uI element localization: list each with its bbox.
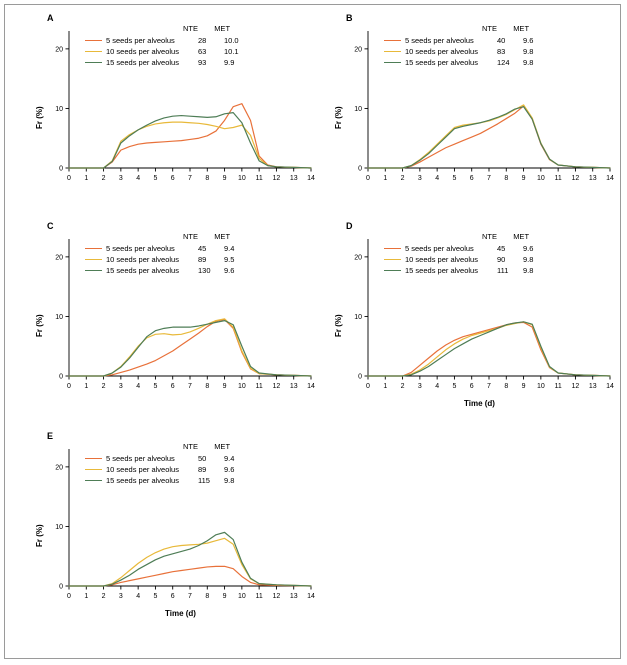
legend-nte: 93 [198, 58, 207, 67]
legend-met: 9.8 [523, 58, 534, 67]
legend-label: 10 seeds per alveolus [405, 255, 478, 264]
svg-text:3: 3 [118, 175, 123, 182]
legend-met: 10.0 [224, 36, 239, 45]
panel-b [332, 11, 617, 201]
svg-text:12: 12 [272, 175, 281, 182]
panel-a-ylabel: Fr (%) [35, 106, 44, 129]
legend-nte: 89 [198, 255, 207, 264]
svg-text:13: 13 [289, 383, 298, 390]
legend-label: 10 seeds per alveolus [106, 255, 179, 264]
svg-text:3: 3 [417, 383, 422, 390]
svg-text:10: 10 [354, 106, 362, 114]
svg-text:10: 10 [237, 175, 246, 182]
legend-nte: 130 [198, 266, 211, 275]
legend-met: 10.1 [224, 47, 239, 56]
svg-text:12: 12 [571, 383, 580, 390]
svg-text:0: 0 [358, 165, 362, 173]
legend-nte: 89 [198, 465, 207, 474]
svg-text:14: 14 [307, 175, 315, 182]
panel-e-plot [43, 441, 318, 616]
svg-text:1: 1 [383, 383, 388, 390]
svg-text:20: 20 [354, 254, 362, 262]
legend-met: 9.8 [523, 47, 534, 56]
svg-text:10: 10 [237, 383, 246, 390]
svg-text:8: 8 [205, 383, 210, 390]
panel-a-plot [43, 23, 318, 198]
legend-header-nte: NTE [183, 442, 198, 451]
svg-text:4: 4 [435, 383, 440, 390]
svg-text:3: 3 [118, 383, 123, 390]
panel-d [332, 219, 617, 419]
svg-text:10: 10 [237, 593, 246, 600]
svg-text:13: 13 [289, 175, 298, 182]
svg-text:11: 11 [554, 175, 562, 182]
svg-text:4: 4 [435, 175, 440, 182]
legend-met: 9.9 [224, 58, 235, 67]
panel-letter-e: E [47, 431, 54, 441]
svg-text:11: 11 [255, 383, 263, 390]
panel-letter-c: C [47, 221, 54, 231]
svg-text:4: 4 [136, 593, 141, 600]
legend-header-nte: NTE [183, 232, 198, 241]
svg-text:5: 5 [153, 383, 158, 390]
svg-text:1: 1 [84, 175, 89, 182]
panel-e [33, 429, 318, 629]
legend-met: 9.8 [523, 266, 534, 275]
svg-text:14: 14 [307, 383, 315, 390]
svg-text:0: 0 [59, 165, 63, 173]
svg-text:8: 8 [504, 175, 509, 182]
svg-text:0: 0 [67, 175, 71, 182]
panel-d-ylabel: Fr (%) [334, 314, 343, 337]
svg-text:10: 10 [55, 314, 63, 322]
legend-met: 9.6 [523, 244, 534, 253]
svg-text:1: 1 [383, 175, 388, 182]
svg-text:2: 2 [101, 383, 106, 390]
svg-text:5: 5 [452, 175, 457, 182]
panel-c-svg [43, 231, 318, 406]
legend-label: 5 seeds per alveolus [405, 36, 474, 45]
svg-text:13: 13 [289, 593, 298, 600]
svg-text:1: 1 [84, 383, 89, 390]
svg-text:4: 4 [136, 383, 141, 390]
legend-nte: 28 [198, 36, 207, 45]
svg-text:10: 10 [55, 524, 63, 532]
svg-text:14: 14 [606, 175, 614, 182]
legend-header-met: MET [214, 232, 231, 241]
svg-text:12: 12 [272, 383, 281, 390]
legend-met: 9.6 [523, 36, 534, 45]
panel-c-plot [43, 231, 318, 406]
svg-text:13: 13 [588, 383, 597, 390]
legend-label: 10 seeds per alveolus [106, 47, 179, 56]
panel-c [33, 219, 318, 409]
svg-text:20: 20 [354, 46, 362, 54]
svg-text:10: 10 [536, 175, 545, 182]
panel-a-svg [43, 23, 318, 198]
svg-text:9: 9 [222, 593, 227, 600]
svg-text:5: 5 [452, 383, 457, 390]
svg-text:6: 6 [469, 383, 474, 390]
panel-b-svg [342, 23, 617, 198]
svg-text:7: 7 [188, 383, 192, 390]
legend-header-nte: NTE [482, 232, 497, 241]
svg-text:2: 2 [101, 175, 106, 182]
legend-header-met: MET [513, 24, 530, 33]
legend-met: 9.5 [224, 255, 235, 264]
svg-text:5: 5 [153, 593, 158, 600]
svg-text:0: 0 [67, 383, 71, 390]
legend-met: 9.8 [224, 476, 235, 485]
svg-text:0: 0 [67, 593, 71, 600]
legend-nte: 83 [497, 47, 506, 56]
legend-header-met: MET [214, 442, 231, 451]
svg-text:7: 7 [487, 175, 491, 182]
svg-text:9: 9 [222, 383, 227, 390]
svg-text:1: 1 [84, 593, 89, 600]
panel-a [33, 11, 318, 201]
svg-text:3: 3 [417, 175, 422, 182]
svg-text:10: 10 [55, 106, 63, 114]
svg-text:4: 4 [136, 175, 141, 182]
legend-label: 15 seeds per alveolus [405, 266, 478, 275]
panel-c-ylabel: Fr (%) [35, 314, 44, 337]
svg-text:7: 7 [188, 175, 192, 182]
svg-text:6: 6 [170, 383, 175, 390]
legend-nte: 50 [198, 454, 207, 463]
svg-text:2: 2 [400, 383, 405, 390]
svg-text:2: 2 [101, 593, 106, 600]
svg-text:11: 11 [255, 175, 263, 182]
svg-text:7: 7 [188, 593, 192, 600]
svg-text:14: 14 [606, 383, 614, 390]
svg-text:8: 8 [504, 383, 509, 390]
svg-text:0: 0 [366, 175, 370, 182]
svg-text:20: 20 [55, 254, 63, 262]
svg-text:2: 2 [400, 175, 405, 182]
svg-text:6: 6 [170, 593, 175, 600]
svg-text:9: 9 [521, 383, 526, 390]
svg-text:12: 12 [571, 175, 580, 182]
svg-text:9: 9 [521, 175, 526, 182]
svg-text:0: 0 [358, 373, 362, 381]
svg-text:20: 20 [55, 464, 63, 472]
svg-text:6: 6 [469, 175, 474, 182]
svg-text:9: 9 [222, 175, 227, 182]
legend-label: 15 seeds per alveolus [106, 476, 179, 485]
panel-d-svg [342, 231, 617, 406]
svg-text:13: 13 [588, 175, 597, 182]
legend-header-met: MET [513, 232, 530, 241]
svg-text:7: 7 [487, 383, 491, 390]
svg-text:10: 10 [536, 383, 545, 390]
legend-nte: 63 [198, 47, 207, 56]
legend-label: 10 seeds per alveolus [106, 465, 179, 474]
panel-e-ylabel: Fr (%) [35, 524, 44, 547]
svg-text:6: 6 [170, 175, 175, 182]
legend-header-met: MET [214, 24, 231, 33]
panel-e-xlabel: Time (d) [165, 609, 196, 618]
panel-letter-d: D [346, 221, 353, 231]
svg-text:20: 20 [55, 46, 63, 54]
legend-header-nte: NTE [482, 24, 497, 33]
legend-label: 5 seeds per alveolus [106, 36, 175, 45]
legend-nte: 90 [497, 255, 506, 264]
svg-text:3: 3 [118, 593, 123, 600]
legend-met: 9.8 [523, 255, 534, 264]
legend-nte: 124 [497, 58, 510, 67]
svg-text:0: 0 [366, 383, 370, 390]
panel-b-plot [342, 23, 617, 198]
svg-text:10: 10 [354, 314, 362, 322]
svg-text:0: 0 [59, 583, 63, 591]
svg-text:11: 11 [255, 593, 263, 600]
legend-met: 9.6 [224, 266, 235, 275]
panel-e-svg [43, 441, 318, 616]
legend-label: 15 seeds per alveolus [106, 266, 179, 275]
svg-text:5: 5 [153, 175, 158, 182]
legend-nte: 45 [497, 244, 506, 253]
svg-text:12: 12 [272, 593, 281, 600]
legend-met: 9.4 [224, 454, 235, 463]
legend-label: 10 seeds per alveolus [405, 47, 478, 56]
svg-text:11: 11 [554, 383, 562, 390]
panel-b-ylabel: Fr (%) [334, 106, 343, 129]
legend-label: 15 seeds per alveolus [106, 58, 179, 67]
figure-frame [4, 4, 621, 659]
svg-text:14: 14 [307, 593, 315, 600]
panel-letter-a: A [47, 13, 54, 23]
legend-header-nte: NTE [183, 24, 198, 33]
legend-nte: 40 [497, 36, 506, 45]
svg-text:0: 0 [59, 373, 63, 381]
panel-d-xlabel: Time (d) [464, 399, 495, 408]
svg-text:8: 8 [205, 175, 210, 182]
svg-text:8: 8 [205, 593, 210, 600]
panel-d-plot [342, 231, 617, 406]
legend-label: 5 seeds per alveolus [106, 244, 175, 253]
legend-label: 5 seeds per alveolus [106, 454, 175, 463]
legend-label: 15 seeds per alveolus [405, 58, 478, 67]
panel-letter-b: B [346, 13, 353, 23]
legend-nte: 45 [198, 244, 207, 253]
legend-met: 9.6 [224, 465, 235, 474]
legend-met: 9.4 [224, 244, 235, 253]
legend-nte: 111 [497, 266, 509, 275]
legend-nte: 115 [198, 476, 210, 485]
legend-label: 5 seeds per alveolus [405, 244, 474, 253]
